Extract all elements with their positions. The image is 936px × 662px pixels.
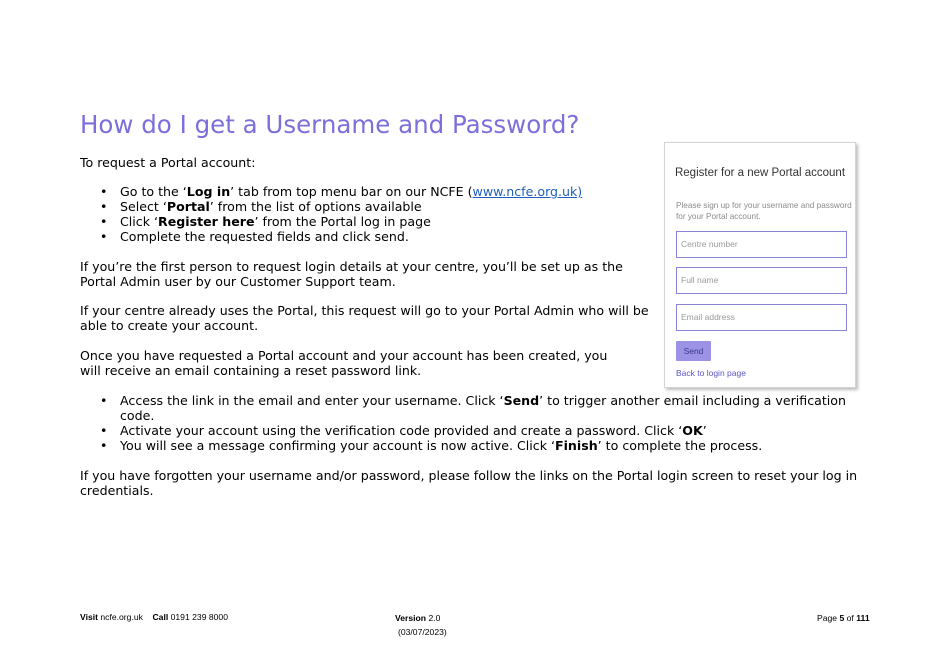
footer-version: Version 2.0: [395, 613, 441, 623]
full-name-field[interactable]: Full name: [676, 267, 847, 294]
reset-email-paragraph: Once you have requested a Portal account and your account has been created, you will receive an email containing a reset password link.: [80, 348, 608, 378]
footer-website: ncfe.org.uk: [100, 612, 143, 622]
list-item: • Go to the ‘Log in’ tab from top menu bar on our NCFE (www.ncfe.org.uk): [80, 184, 640, 199]
list-item: • Access the link in the email and enter your username. Click ‘Send’ to trigger another email including a verification code.: [80, 393, 850, 423]
footer-phone: 0191 239 8000: [170, 612, 228, 622]
email-field[interactable]: Email address: [676, 304, 847, 331]
list-item: • You will see a message confirming your account is now active. Click ‘Finish’ to complete the process.: [80, 438, 850, 453]
forgotten-credentials-paragraph: If you have forgotten your username and/or password, please follow the links on the Portal login screen to reset your log in credentials.: [80, 468, 858, 498]
existing-centre-paragraph: If your centre already uses the Portal, this request will go to your Portal Admin who will be able to create your account.: [80, 303, 649, 333]
send-button[interactable]: Send: [676, 341, 711, 361]
list-item: • Click ‘Register here’ from the Portal log in page: [80, 214, 640, 229]
first-person-paragraph: If you’re the first person to request login details at your centre, you’ll be set up as the Portal Admin user by our Customer Support team.: [80, 259, 623, 289]
ncfe-website-link[interactable]: www.ncfe.org.uk): [472, 184, 583, 199]
back-to-login-link[interactable]: Back to login page: [676, 368, 746, 378]
register-panel-description: Please sign up for your username and password for your Portal account.: [676, 201, 852, 221]
intro-text: To request a Portal account:: [80, 155, 256, 170]
footer-date: (03/07/2023): [398, 627, 447, 637]
centre-number-field[interactable]: Centre number: [676, 231, 847, 258]
request-steps-list: [80, 184, 640, 244]
footer-contact: Visit ncfe.org.uk Call 0191 239 8000: [80, 612, 228, 622]
list-item: • Activate your account using the verification code provided and create a password. Click ‘OK’: [80, 423, 850, 438]
footer-page-number: Page 5 of 111: [817, 613, 870, 623]
register-panel-title: Register for a new Portal account: [674, 167, 846, 179]
register-portal-screenshot: [664, 142, 856, 388]
list-item: • Select ‘Portal’ from the list of options available: [80, 199, 640, 214]
list-item: • Complete the requested fields and click send.: [80, 229, 640, 244]
activation-steps-list: [80, 393, 850, 453]
page-title: How do I get a Username and Password?: [80, 110, 580, 139]
